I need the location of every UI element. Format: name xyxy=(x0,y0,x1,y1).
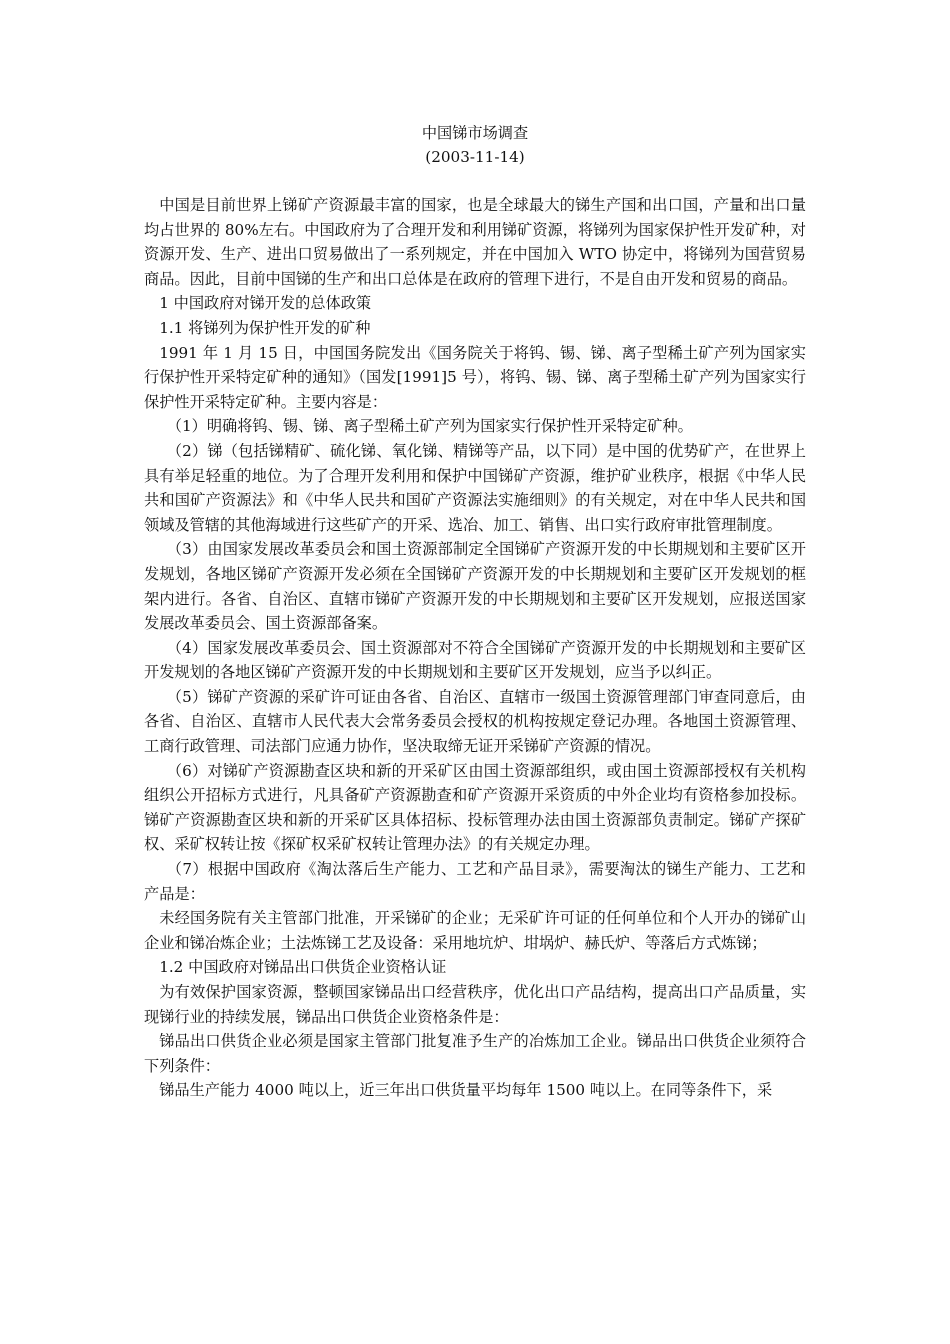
paragraph-capacity: 锑品生产能力 4000 吨以上，近三年出口供货量平均每年 1500 吨以上。在同等条件下，采 xyxy=(159,1081,773,1100)
list-item-3: （3）由国家发展改革委员会和国土资源部制定全国锑矿产资源开发的中长期规划和主要矿区开发规划，各地区锑矿产资源开发必须在全国锑矿产资源开发的中长期规划和主要矿区开发规划的框架内进行。各省、自治区、直辖市锑矿产资源开发的中长期规划和主要矿区开发规划，应报送国家发展改革委员会、国土资源部备案。 xyxy=(144,540,806,633)
section-heading-1: 1 中国政府对锑开发的总体政策 xyxy=(159,294,372,313)
document-page xyxy=(144,121,806,1103)
document-title: 中国锑市场调查 xyxy=(421,124,529,142)
list-item-4: （4）国家发展改革委员会、国土资源部对不符合全国锑矿产资源开发的中长期规划和主要矿区开发规划的各地区锑矿产资源开发的中长期规划和主要矿区开发规划，应当予以纠正。 xyxy=(144,638,806,682)
paragraph-requirement: 锑品出口供货企业必须是国家主管部门批复准予生产的冶炼加工企业。锑品出口供货企业须符合下列条件： xyxy=(144,1032,806,1075)
list-item-6: （6）对锑矿产资源勘查区块和新的开采矿区由国土资源部组织，或由国土资源部授权有关机构组织公开招标方式进行，凡具备矿产资源勘查和矿产资源开采资质的中外企业均有资格参加投标。锑矿产资源勘查区块和新的开采矿区具体招标、投标管理办法由国土资源部负责制定。锑矿产探矿权、采矿权转让按《探矿权采矿权转让管理办法》的有关规定办理。 xyxy=(144,761,806,854)
list-item-5: （5）锑矿产资源的采矿许可证由各省、自治区、直辖市一级国土资源管理部门审查同意后，由各省、自治区、直辖市人民代表大会常务委员会授权的机构按规定登记办理。各地国土资源管理、工商行政管理、司法部门应通力协作，坚决取缔无证开采锑矿产资源的情况。 xyxy=(144,687,806,756)
intro-paragraph: 中国是目前世界上锑矿产资源最丰富的国家，也是全球最大的锑生产国和出口国，产量和出口量均占世界的 80%左右。中国政府为了合理开发和利用锑矿资源，将锑列为国家保护性开发矿种，对资源开发、生产、进出口贸易做出了一系列规定，并在中国加入 WTO 协定中，将锑列为国营贸易商品。因此，目前中国锑的生产和出口总体是在政府的管理下进行，不是自由开发和贸易的商品。 xyxy=(144,196,806,288)
section-heading-1-2: 1.2 中国政府对锑品出口供货企业资格认证 xyxy=(159,958,447,977)
paragraph-purpose: 为有效保护国家资源，整顿国家锑品出口经营秩序，优化出口产品结构，提高出口产品质量，实现锑行业的持续发展，锑品出口供货企业资格条件是： xyxy=(144,983,806,1026)
list-item-2: （2）锑（包括锑精矿、硫化锑、氧化锑、精锑等产品，以下同）是中国的优势矿产，在世界上具有举足轻重的地位。为了合理开发利用和保护中国锑矿产资源，维护矿业秩序，根据《中华人民共和国矿产资源法》和《中华人民共和国矿产资源法实施细则》的有关规定，对在中华人民共和国领域及管辖的其他海域进行这些矿产的开采、选冶、加工、销售、出口实行政府审批管理制度。 xyxy=(144,441,806,534)
paragraph-notice: 1991 年 1 月 15 日，中国国务院发出《国务院关于将钨、锡、锑、离子型稀土矿产列为国家实行保护性开采特定矿种的通知》（国发[1991]5 号），将钨、锡、锑、离子型稀土矿产列为国家实行保护性开采特定矿种。主要内容是： xyxy=(144,343,806,411)
paragraph-eliminate: 未经国务院有关主管部门批准，开采锑矿的企业；无采矿许可证的任何单位和个人开办的锑矿山企业和锑冶炼企业；土法炼锑工艺及设备：采用地坑炉、坩埚炉、赫氏炉、等落后方式炼锑； xyxy=(144,909,806,952)
list-item-7: （7）根据中国政府《淘汰落后生产能力、工艺和产品目录》，需要淘汰的锑生产能力、工艺和产品是： xyxy=(144,860,806,903)
list-item-1: （1）明确将钨、锡、锑、离子型稀土矿产列为国家实行保护性开采特定矿种。 xyxy=(166,417,693,436)
document-date: (2003-11-14) xyxy=(425,148,525,166)
section-heading-1-1: 1.1 将锑列为保护性开发的矿种 xyxy=(159,318,371,337)
